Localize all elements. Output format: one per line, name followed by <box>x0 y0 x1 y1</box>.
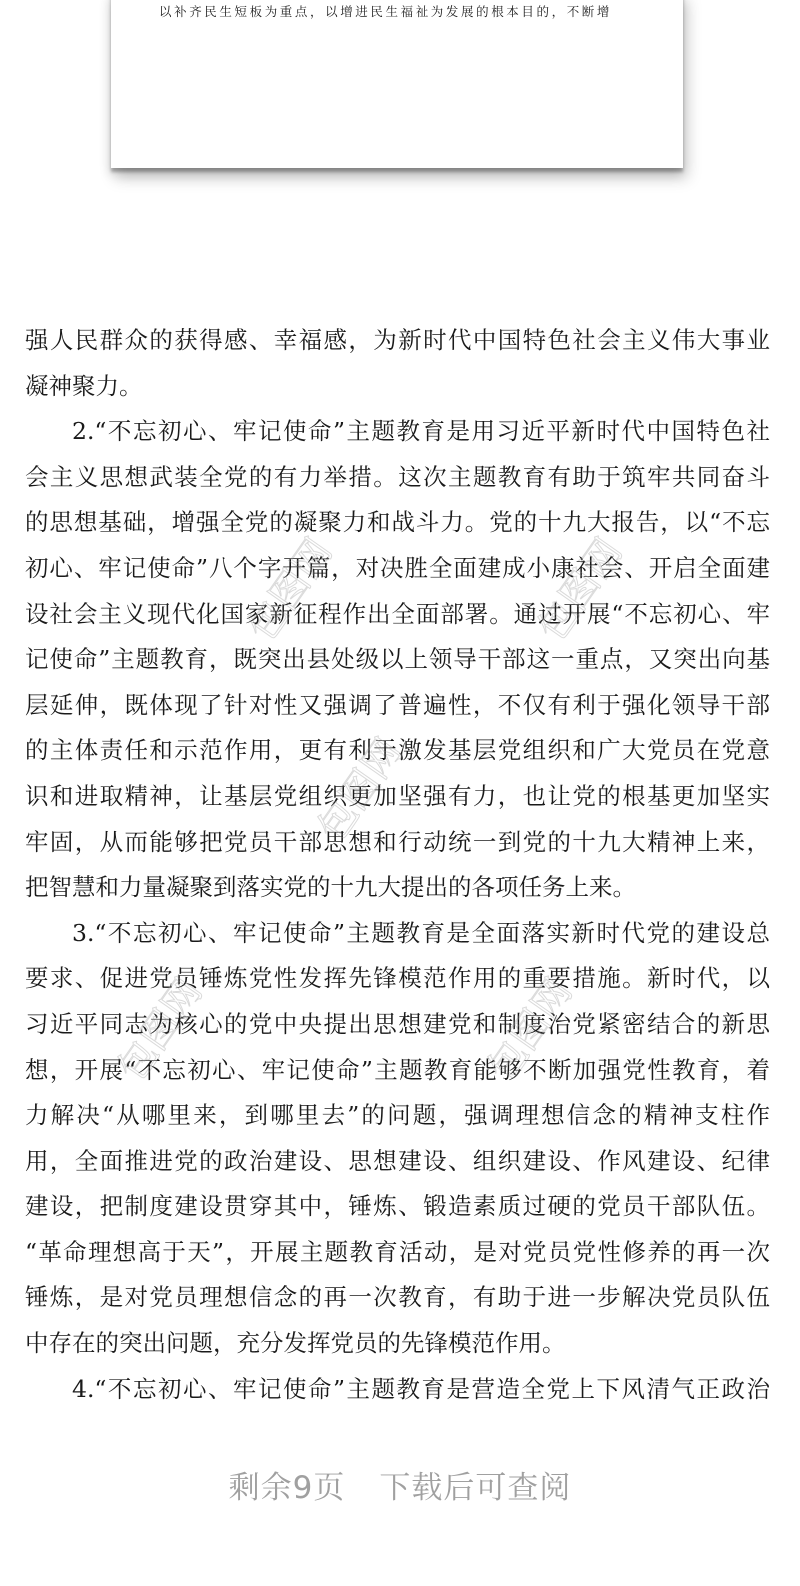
watermark-logo: 包图网 <box>529 530 631 649</box>
watermark-logo: 包图网 <box>109 970 211 1089</box>
document-text-line: 初心、牢记使命”八个字开篇，对决胜全面建成小康社会、开启全面建 <box>25 553 770 582</box>
document-text-line: 想，开展“不忘初心、牢记使命”主题教育能够不断加强党性教育，着 <box>25 1055 770 1084</box>
document-text-line: 力解决“从哪里来，到哪里去”的问题，强调理想信念的精神支柱作 <box>25 1101 770 1130</box>
document-text-line: 层延伸，既体现了针对性又强调了普遍性，不仅有利于强化领导干部 <box>25 690 770 719</box>
document-text-line: 习近平同志为核心的党中央提出思想建党和制度治党紧密结合的新思 <box>25 1009 770 1038</box>
document-text-line: 的思想基础，增强全党的凝聚力和战斗力。党的十九大报告，以“不忘 <box>25 508 770 537</box>
download-to-read-banner[interactable] <box>0 1462 800 1507</box>
document-text-line: 设社会主义现代化国家新征程作出全面部署。通过开展“不忘初心、牢 <box>25 599 770 628</box>
document-text-line: 强人民群众的获得感、幸福感，为新时代中国特色社会主义伟大事业 <box>25 326 770 354</box>
document-text-line: 要求、促进党员锤炼党性发挥先锋模范作用的重要措施。新时代，以 <box>25 964 770 993</box>
download-prompt-label: 下载后可查阅 <box>379 1470 572 1506</box>
previous-page-preview-card <box>111 0 683 168</box>
document-text-line: 用，全面推进党的政治建设、思想建设、组织建设、作风建设、纪律 <box>25 1146 770 1175</box>
watermark-logo: 包图网 <box>309 730 411 849</box>
document-text-line: 识和进取精神，让基层党组织更加坚强有力，也让党的根基更加坚实 <box>25 781 770 810</box>
document-text-line: 牢固，从而能够把党员干部思想和行动统一到党的十九大精神上来， <box>25 827 770 856</box>
document-text-line: 的主体责任和示范作用，更有利于激发基层党组织和广大党员在党意 <box>25 736 770 765</box>
watermark-logo: 包图网 <box>479 970 581 1089</box>
document-text-line: 中存在的突出问题，充分发挥党员的先锋模范作用。 <box>25 1329 566 1358</box>
document-text-line: 3.“不忘初心、牢记使命”主题教育是全面落实新时代党的建设总 <box>72 918 770 947</box>
document-text-line: 建设，把制度建设贯穿其中，锤炼、锻造素质过硬的党员干部队伍。 <box>25 1192 770 1221</box>
document-text-line: 会主义思想武装全党的有力举措。这次主题教育有助于筑牢共同奋斗 <box>25 462 770 491</box>
document-text-line: 4.“不忘初心、牢记使命”主题教育是营造全党上下风清气正政治 <box>72 1374 770 1403</box>
document-text-line: 把智慧和力量凝聚到落实党的十九大提出的各项任务上来。 <box>25 873 636 902</box>
document-body <box>25 318 770 1412</box>
document-text-line: 锤炼，是对党员理想信念的再一次教育，有助于进一步解决党员队伍 <box>25 1283 770 1312</box>
document-text-line: 凝神聚力。 <box>25 371 143 400</box>
document-text-line: 2.“不忘初心、牢记使命”主题教育是用习近平新时代中国特色社 <box>72 417 770 446</box>
preview-text-line: 以补齐民生短板为重点，以增进民生福祉为发展的根本目的，不断增 <box>159 4 613 19</box>
watermark-logo: 包图网 <box>239 530 341 649</box>
remaining-pages-label: 剩余9页 <box>228 1470 346 1506</box>
document-text-line: 记使命”主题教育，既突出县处级以上领导干部这一重点，又突出向基 <box>25 645 770 674</box>
document-text-line: “革命理想高于天”，开展主题教育活动，是对党员党性修养的再一次 <box>25 1237 770 1266</box>
